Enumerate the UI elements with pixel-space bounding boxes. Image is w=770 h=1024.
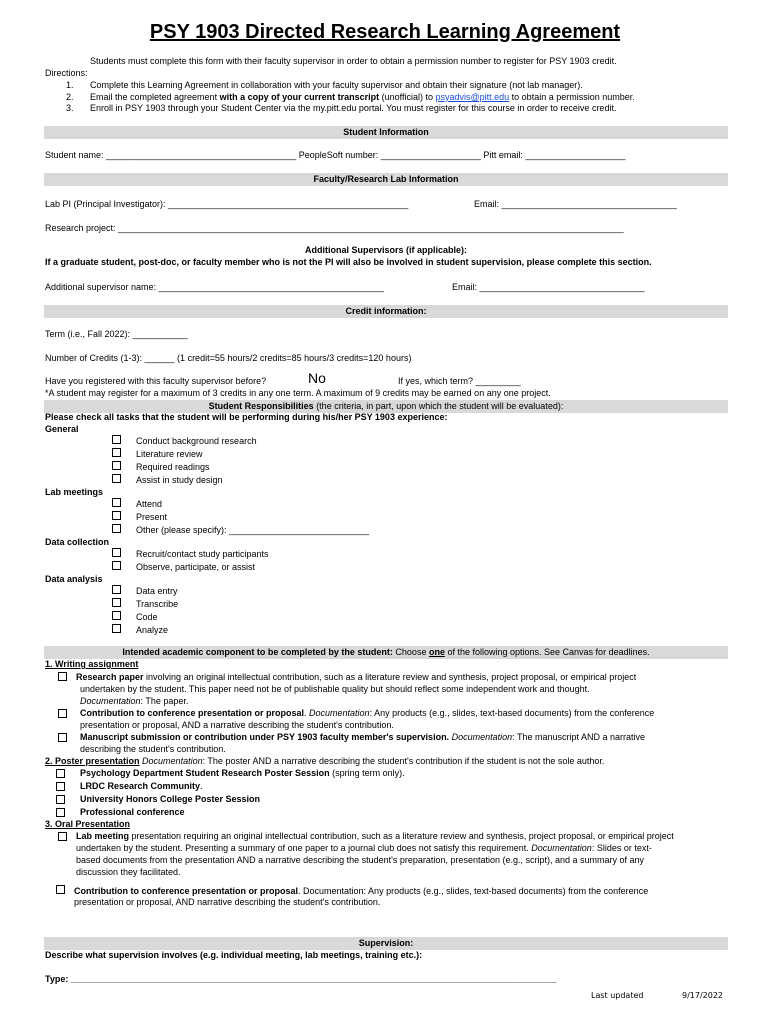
task-transcribe: Transcribe (136, 599, 179, 609)
lab-pi-email-field[interactable]: Email: ___________________________________ (474, 199, 677, 209)
last-updated-label: Last updated (591, 991, 644, 1000)
poster-option-lrdc: LRDC Research Community. (80, 781, 203, 791)
writing-assignment-label: 1. Writing assignment (45, 659, 139, 669)
checkbox-conference-contribution[interactable] (58, 709, 67, 718)
checkbox-poster-honors[interactable] (56, 795, 65, 804)
task-recruit: Recruit/contact study participants (136, 549, 269, 559)
oral-presentation-label: 3. Oral Presentation (45, 819, 131, 829)
supervision-type-field[interactable]: Type: _________________________________________________________________________________________________ (45, 974, 557, 984)
lab-meeting-line3: based documents from the presentation AND a narrative describing the student's preparation, presentation (e.g., script), and a summary of any (76, 855, 645, 865)
checkbox-poster-psych[interactable] (56, 769, 65, 778)
checkbox-observe[interactable] (112, 561, 121, 570)
general-label: General (45, 424, 79, 434)
which-term-field[interactable]: If yes, which term? _________ (398, 376, 521, 386)
poster-option-psych: Psychology Department Student Research Poster Session (spring term only). (80, 768, 405, 778)
checkbox-study-design[interactable] (112, 474, 121, 483)
student-info-header: Student Information (44, 126, 728, 139)
academic-component-header: Intended academic component to be completed by the student: Choose one of the following options. See Canvas for deadlines. (44, 646, 728, 659)
additional-supervisors-note: If a graduate student, post-doc, or faculty member who is not the PI will also be involved in student supervision, please complete this section. (45, 257, 652, 267)
oral-conference-line2: presentation or proposal, AND narrative describing the student's contribution. (74, 897, 381, 907)
checkbox-lab-meeting[interactable] (58, 832, 67, 841)
responsibilities-header: Student Responsibilities (the criteria, in part, upon which the student will be evaluated): (44, 400, 728, 413)
checkbox-other[interactable] (112, 524, 121, 533)
direction-item-1: Complete this Learning Agreement in collaboration with your faculty supervisor and obtain their signature (not lab manager). (90, 80, 583, 90)
additional-supervisors-header: Additional Supervisors (if applicable): (44, 244, 728, 257)
checkbox-transcribe[interactable] (112, 598, 121, 607)
intro-text: Students must complete this form with their faculty supervisor in order to obtain a permission number to register for PSY 1903 credit. (90, 56, 617, 66)
registered-before-question: Have you registered with this faculty supervisor before? (45, 376, 267, 386)
task-attend: Attend (136, 499, 163, 509)
lab-meeting-line1: Lab meeting presentation requiring an original intellectual contribution, such as a literature review and synthesis, project proposal, or empirical project (76, 831, 674, 841)
credits-field[interactable]: Number of Credits (1-3): ______ (1 credit=55 hours/2 credits=85 hours/3 credits=120 hours) (45, 353, 412, 363)
task-other-field[interactable]: Other (please specify): ____________________________ (136, 525, 370, 535)
task-observe: Observe, participate, or assist (136, 562, 256, 572)
task-study-design: Assist in study design (136, 475, 223, 485)
checkbox-literature-review[interactable] (112, 448, 121, 457)
research-project-field[interactable]: Research project: _____________________________________________________________________________________________________ (45, 223, 624, 233)
faculty-info-header: Faculty/Research Lab Information (44, 173, 728, 186)
additional-supervisor-email-field[interactable]: Email: _________________________________ (452, 282, 645, 292)
checkbox-recruit[interactable] (112, 548, 121, 557)
checkbox-research-paper[interactable] (58, 672, 67, 681)
last-updated-date: 9/17/2022 (682, 991, 724, 1000)
term-field[interactable]: Term (i.e., Fall 2022): ___________ (45, 329, 188, 339)
task-required-readings: Required readings (136, 462, 210, 472)
direction-item-3: Enroll in PSY 1903 through your Student Center via the my.pitt.edu portal. You must register for this course in order to receive credit. (90, 103, 617, 113)
data-analysis-label: Data analysis (45, 574, 103, 584)
lab-meetings-label: Lab meetings (45, 487, 104, 497)
checkbox-attend[interactable] (112, 498, 121, 507)
registered-before-answer[interactable]: No (308, 370, 326, 386)
checkbox-analyze[interactable] (112, 624, 121, 633)
checkbox-present[interactable] (112, 511, 121, 520)
task-present: Present (136, 512, 168, 522)
task-background-research: Conduct background research (136, 436, 257, 446)
data-collection-label: Data collection (45, 537, 110, 547)
page-title: PSY 1903 Directed Research Learning Agreement (149, 21, 621, 43)
student-info-line[interactable]: Student name: ______________________________________ PeopleSoft number: ____________________ Pitt email: ____________________ (45, 150, 626, 160)
responsibilities-instruction: Please check all tasks that the student will be performing during his/her PSY 1903 experience: (45, 412, 448, 422)
direction-num-1: 1. (66, 80, 74, 90)
checkbox-poster-professional[interactable] (56, 808, 65, 817)
task-data-entry: Data entry (136, 586, 178, 596)
research-paper-line3: Documentation: The paper. (80, 696, 189, 706)
checkbox-background-research[interactable] (112, 435, 121, 444)
checkbox-poster-lrdc[interactable] (56, 782, 65, 791)
lab-meeting-line2: undertaken by the student. Presenting a summary of one paper to a journal club does not satisfy this requirement. Documentation: Slides or text- (76, 843, 652, 853)
task-literature-review: Literature review (136, 449, 203, 459)
supervision-describe: Describe what supervision involves (e.g. individual meeting, lab meetings, training etc.): (45, 950, 423, 960)
manuscript-line1: Manuscript submission or contribution under PSY 1903 faculty member's supervision. Documentation: The manuscript AND a narrative (80, 732, 646, 742)
conference-contribution-line1: Contribution to conference presentation or proposal. Documentation: Any products (e.g., slides, text-based documents) from the conference (80, 708, 655, 718)
credit-limit-note: *A student may register for a maximum of 3 credits in any one term. A maximum of 9 credits may be earned on any one project. (45, 388, 551, 398)
checkbox-required-readings[interactable] (112, 461, 121, 470)
additional-supervisor-name-field[interactable]: Additional supervisor name: _____________________________________________ (45, 282, 384, 292)
lab-pi-field[interactable]: Lab PI (Principal Investigator): ________________________________________________ (45, 199, 409, 209)
research-paper-line1: Research paper involving an original intellectual contribution, such as a literature review and synthesis, project proposal, or empirical project (76, 672, 637, 682)
manuscript-line2: describing the student's contribution. (80, 744, 226, 754)
checkbox-code[interactable] (112, 611, 121, 620)
direction-num-3: 3. (66, 103, 74, 113)
checkbox-oral-conference[interactable] (56, 885, 65, 894)
supervision-header: Supervision: (44, 937, 728, 950)
research-paper-line2: undertaken by the student. This paper need not be of publishable quality but should reflect some independent work and thought. (80, 684, 590, 694)
poster-option-professional: Professional conference (80, 807, 185, 817)
oral-conference-line1: Contribution to conference presentation or proposal. Documentation: Any products (e.g., slides, text-based documents) from the conference (74, 886, 649, 896)
advising-email-link[interactable]: psyadvis@pitt.edu (435, 92, 510, 102)
checkbox-data-entry[interactable] (112, 585, 121, 594)
checkbox-manuscript[interactable] (58, 733, 67, 742)
direction-num-2: 2. (66, 92, 74, 102)
task-analyze: Analyze (136, 625, 169, 635)
direction-item-2: Email the completed agreement with a copy of your current transcript (unofficial) to psyadvis@pitt.edu to obtain a permission number. (90, 92, 635, 102)
lab-meeting-line4: discussion they facilitated. (76, 867, 181, 877)
directions-label: Directions: (45, 68, 88, 78)
credit-info-header: Credit information: (44, 305, 728, 318)
poster-presentation-line: 2. Poster presentation Documentation: The poster AND a narrative describing the student's contribution if the student is not the sole author. (45, 756, 605, 766)
poster-option-honors: University Honors College Poster Session (80, 794, 261, 804)
task-code: Code (136, 612, 158, 622)
conference-contribution-line2: presentation or proposal, AND a narrative describing the student's contribution. (80, 720, 394, 730)
